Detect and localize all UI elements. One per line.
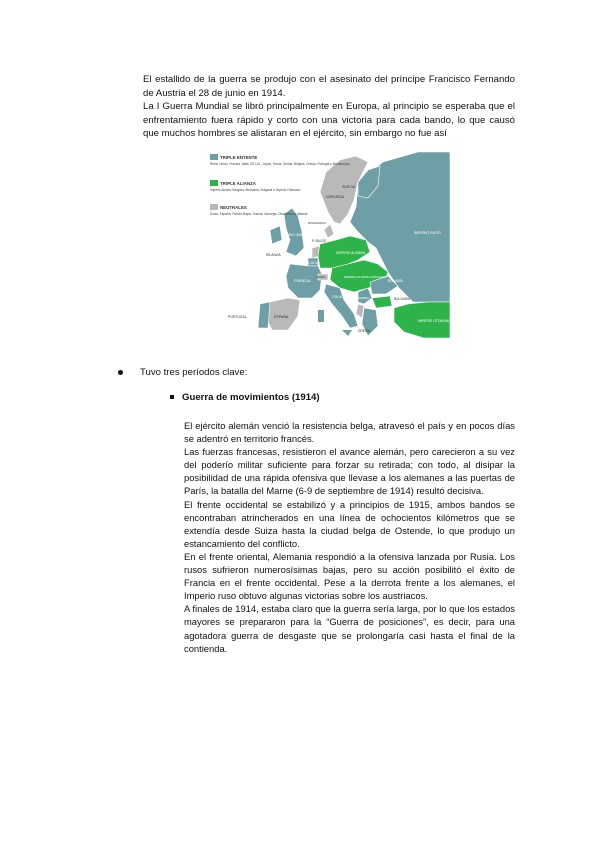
- legend-alianza-desc: Imperio Austro-Húngaro, Alemania, Bulgaria e Imperio Otomano: [210, 188, 301, 192]
- label-bulgaria: BULGARIA: [394, 297, 411, 301]
- legend-neutrales-desc: Suiza, España, Países Bajos, Suecia, Noruega, Dinamarca y Albania: [210, 212, 308, 216]
- body-paragraph-2: Las fuerzas francesas, resistieron el avance alemán, pero carecieron a su vez del poderío militar suficiente para forzar su retirada; con todo, al disipar la posibilidad de una rápida ofensiva que llevase a los alemanes a las puertas de París, la batalla del Marne (6-9 de septiembre de 1914) resultó decisiva.: [184, 446, 515, 497]
- label-suiza: SUIZA: [316, 275, 325, 279]
- label-dinamarca: DINAMARCA: [308, 221, 327, 225]
- label-espana: ESPAÑA: [274, 315, 289, 319]
- label-austria: IMPERIO AUSTRO-HÚNGARO: [344, 275, 387, 279]
- label-noruega: NORUEGA: [326, 195, 345, 199]
- periods-intro-label: Tuvo tres períodos clave:: [140, 367, 248, 378]
- label-otomano: IMPERIO OTOMANO: [418, 319, 450, 323]
- label-irlanda: IRLANDA: [266, 253, 281, 257]
- label-rusia: IMPERIO RUSO: [414, 231, 441, 235]
- label-francia: FRANCIA: [294, 279, 311, 283]
- bullet-square-icon: [170, 395, 174, 399]
- intro-paragraph-1: El estallido de la guerra se produjo con el asesinato del príncipe Francisco Fernando de Austria el 28 de junio en 1914.: [143, 74, 515, 99]
- label-suecia: SUECIA: [342, 185, 356, 189]
- legend-entente-title: TRIPLE ENTENTE: [220, 155, 258, 160]
- first-period-body: [184, 419, 515, 655]
- body-paragraph-4: En el frente oriental, Alemania respondió a la ofensiva lanzada por Rusia. Los rusos sufrieron numerosísimas bajas, pero su acción posibilitó el éxito de Francia en el frente occidental. Pese a la derrota frente a los alemanes, el Imperio ruso obtuvo algunas victorias sobre los austriacos.: [184, 550, 515, 602]
- label-paises-bajos: P. BAJOS: [312, 239, 326, 243]
- body-paragraph-3: El frente occidental se estabilizó y a principios de 1915, ambos bandos se encontraban atrincherados en una línea de ochocientos kilómetros que se extendía desde Suiza hasta la ciudad belga de Ostende, lo que produjo un estancamiento del conflicto.: [184, 498, 515, 549]
- label-portugal: PORTUGAL: [228, 315, 247, 319]
- label-rumania: RUMANÍA: [388, 279, 403, 283]
- legend-alianza-title: TRIPLE ALIANZA: [220, 181, 256, 186]
- portugal-region: [258, 302, 270, 328]
- label-grecia: GRECIA: [358, 329, 371, 333]
- body-paragraph-5: A finales de 1914, estaba claro que la guerra sería larga, por lo que los estados mayores se prepararon para la “Guerra de posiciones”, es decir, para una agotadora guerra de desgaste que se prolongaría casi hasta el final de la contienda.: [184, 603, 515, 654]
- label-serbia: SERBIA: [358, 296, 370, 300]
- body-paragraph-1: El ejército alemán venció la resistencia belga, atravesó el país y en pocos días se adentró en territorio francés.: [184, 420, 515, 445]
- label-belgica: BÉLGICA: [304, 261, 318, 265]
- intro-paragraph-2: La I Guerra Mundial se libró principalmente en Europa, al principio se esperaba que el enfrentamiento fuera rápido y corto con una victoria para cada bando, lo que causó que muchos hombres se alistaran en el ejército, sin embargo no fue así: [143, 101, 515, 140]
- europe-ww1-map: [208, 152, 450, 344]
- legend-entente-desc: Reino Unido, Francia, Italia, EE.UU., Japón, Rusia, Serbia, Bélgica, Grecia, Portugal y Montenegro: [210, 162, 350, 166]
- legend-neutrales-title: NEUTRALES: [220, 205, 247, 210]
- label-alemania: IMPERIO ALEMÁN: [336, 251, 366, 255]
- bullet-dot-icon: [118, 370, 123, 375]
- first-period-title: Guerra de movimientos (1914): [182, 392, 320, 403]
- label-italia: ITALIA: [332, 295, 343, 299]
- label-reino-unido: REINO UNIDO: [284, 233, 307, 237]
- intro-section: [143, 73, 515, 141]
